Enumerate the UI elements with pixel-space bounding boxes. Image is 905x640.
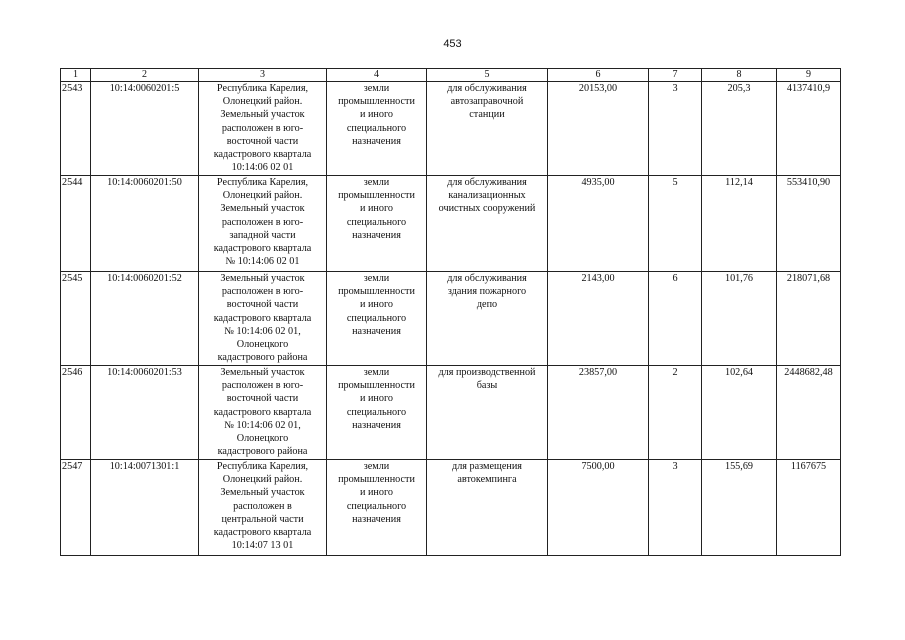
column-header: 6	[548, 69, 649, 82]
column-9-cell: 4137410,9	[777, 82, 841, 176]
cell-line: кадастрового района	[217, 352, 308, 364]
column-header: 3	[199, 69, 327, 82]
cell-line: промышленности	[338, 380, 415, 392]
column-header: 7	[649, 69, 702, 82]
cell-line: расположен в	[233, 500, 292, 512]
cell-line: назначения	[352, 229, 401, 241]
cadastral-number-cell: 10:14:0060201:5	[91, 82, 199, 176]
column-7-cell: 2	[649, 366, 702, 460]
column-8-cell: 155,69	[702, 460, 777, 556]
page-number: 453	[443, 38, 462, 50]
column-7-cell: 3	[649, 82, 702, 176]
column-header: 8	[702, 69, 777, 82]
cell-line: земли	[363, 461, 390, 472]
cell-line: расположен в юго-	[221, 380, 304, 392]
area-cell: 7500,00	[548, 460, 649, 556]
cell-line: специального	[346, 216, 407, 228]
cell-line: автокемпинга	[457, 474, 517, 486]
cell-line: для обслуживания	[447, 83, 527, 94]
cell-line: восточной части	[226, 393, 299, 405]
cell-line: назначения	[352, 325, 401, 337]
cell-line: Олонецкого	[236, 339, 289, 351]
cell-line: восточной части	[226, 299, 299, 311]
cell-line: Республика Карелия,	[216, 83, 309, 94]
address-cell	[199, 460, 327, 556]
cell-line: и иного	[359, 203, 393, 215]
cell-line: здания пожарного	[447, 286, 527, 298]
cell-line: и иного	[359, 109, 393, 121]
permitted-use-cell	[427, 366, 548, 460]
address-cell	[199, 366, 327, 460]
cell-line: Олонецкий район.	[222, 96, 303, 108]
cell-line: расположен в юго-	[221, 286, 304, 298]
cell-line: восточной части	[226, 135, 299, 147]
cell-line: назначения	[352, 135, 401, 147]
address-cell	[199, 272, 327, 366]
cell-line: Земельный участок	[220, 273, 305, 284]
cell-line: земли	[363, 177, 390, 188]
cell-line: автозаправочной	[450, 96, 524, 108]
cell-line: кадастрового квартала	[213, 149, 312, 161]
row-number-cell: 2543	[61, 82, 91, 176]
cell-line: расположен в юго-	[221, 216, 304, 228]
table-row	[61, 366, 841, 460]
cell-line: Земельный участок	[220, 109, 305, 121]
cell-line: для обслуживания	[447, 177, 527, 188]
cell-line: Земельный участок	[220, 203, 305, 215]
column-header: 5	[427, 69, 548, 82]
permitted-use-cell	[427, 176, 548, 272]
row-number-cell: 2547	[61, 460, 91, 556]
cell-line: Олонецкий район.	[222, 190, 303, 202]
column-7-cell: 3	[649, 460, 702, 556]
column-number-row	[61, 69, 841, 82]
area-cell: 2143,00	[548, 272, 649, 366]
cell-line: Олонецкого	[236, 433, 289, 445]
column-header: 1	[61, 69, 91, 82]
column-9-cell: 1167675	[777, 460, 841, 556]
table-row	[61, 460, 841, 556]
cell-line: промышленности	[338, 474, 415, 486]
permitted-use-cell	[427, 272, 548, 366]
land-category-cell	[327, 272, 427, 366]
row-number-cell: 2546	[61, 366, 91, 460]
cell-line: для размещения	[452, 461, 522, 472]
cell-line: промышленности	[338, 190, 415, 202]
column-header: 2	[91, 69, 199, 82]
cell-line: земли	[363, 273, 390, 284]
cadastral-number-cell: 10:14:0060201:52	[91, 272, 199, 366]
land-registry-table	[60, 68, 841, 556]
cell-line: Олонецкий район.	[222, 474, 303, 486]
area-cell: 23857,00	[548, 366, 649, 460]
cell-line: кадастрового квартала	[213, 406, 312, 418]
cell-line: 10:14:06 02 01	[231, 162, 294, 174]
cell-line: расположен в юго-	[221, 122, 304, 134]
column-8-cell: 112,14	[702, 176, 777, 272]
cell-line: специального	[346, 406, 407, 418]
cell-line: специального	[346, 312, 407, 324]
cadastral-number-cell: 10:14:0060201:50	[91, 176, 199, 272]
cell-line: назначения	[352, 513, 401, 525]
cell-line: для производственной	[438, 367, 536, 378]
land-category-cell	[327, 366, 427, 460]
cell-line: для обслуживания	[447, 273, 527, 284]
row-number-cell: 2544	[61, 176, 91, 272]
column-8-cell: 205,3	[702, 82, 777, 176]
cell-line: и иного	[359, 393, 393, 405]
column-9-cell: 218071,68	[777, 272, 841, 366]
cell-line: и иного	[359, 299, 393, 311]
cell-line: Республика Карелия,	[216, 177, 309, 188]
area-cell: 4935,00	[548, 176, 649, 272]
cell-line: Земельный участок	[220, 487, 305, 499]
column-8-cell: 102,64	[702, 366, 777, 460]
column-header: 4	[327, 69, 427, 82]
cell-line: базы	[476, 380, 498, 392]
cell-line: № 10:14:06 02 01,	[224, 325, 301, 337]
permitted-use-cell	[427, 460, 548, 556]
cell-line: земли	[363, 83, 390, 94]
cell-line: промышленности	[338, 286, 415, 298]
column-7-cell: 6	[649, 272, 702, 366]
cell-line: 10:14:07 13 01	[231, 540, 294, 552]
cell-line: и иного	[359, 487, 393, 499]
table-row	[61, 272, 841, 366]
column-9-cell: 2448682,48	[777, 366, 841, 460]
column-header: 9	[777, 69, 841, 82]
table-row	[61, 176, 841, 272]
cell-line: канализационных	[448, 190, 526, 202]
column-9-cell: 553410,90	[777, 176, 841, 272]
cell-line: специального	[346, 122, 407, 134]
table-row	[61, 82, 841, 176]
cell-line: депо	[476, 299, 498, 311]
cell-line: № 10:14:06 02 01	[225, 256, 300, 268]
cell-line: назначения	[352, 419, 401, 431]
address-cell	[199, 82, 327, 176]
cell-line: промышленности	[338, 96, 415, 108]
cell-line: кадастрового квартала	[213, 312, 312, 324]
column-8-cell: 101,76	[702, 272, 777, 366]
cell-line: Земельный участок	[220, 367, 305, 378]
cell-line: центральной части	[221, 513, 304, 525]
cell-line: кадастрового квартала	[213, 527, 312, 539]
column-7-cell: 5	[649, 176, 702, 272]
cadastral-number-cell: 10:14:0060201:53	[91, 366, 199, 460]
cell-line: кадастрового района	[217, 446, 308, 458]
cell-line: очистных сооружений	[438, 203, 536, 215]
cadastral-number-cell: 10:14:0071301:1	[91, 460, 199, 556]
cell-line: кадастрового квартала	[213, 243, 312, 255]
row-number-cell: 2545	[61, 272, 91, 366]
cell-line: западной части	[229, 229, 296, 241]
cell-line: земли	[363, 367, 390, 378]
cell-line: станции	[469, 109, 505, 121]
address-cell	[199, 176, 327, 272]
cell-line: специального	[346, 500, 407, 512]
cell-line: № 10:14:06 02 01,	[224, 419, 301, 431]
table-body	[61, 82, 841, 556]
land-category-cell	[327, 82, 427, 176]
land-category-cell	[327, 176, 427, 272]
land-category-cell	[327, 460, 427, 556]
area-cell: 20153,00	[548, 82, 649, 176]
cell-line: Республика Карелия,	[216, 461, 309, 472]
permitted-use-cell	[427, 82, 548, 176]
